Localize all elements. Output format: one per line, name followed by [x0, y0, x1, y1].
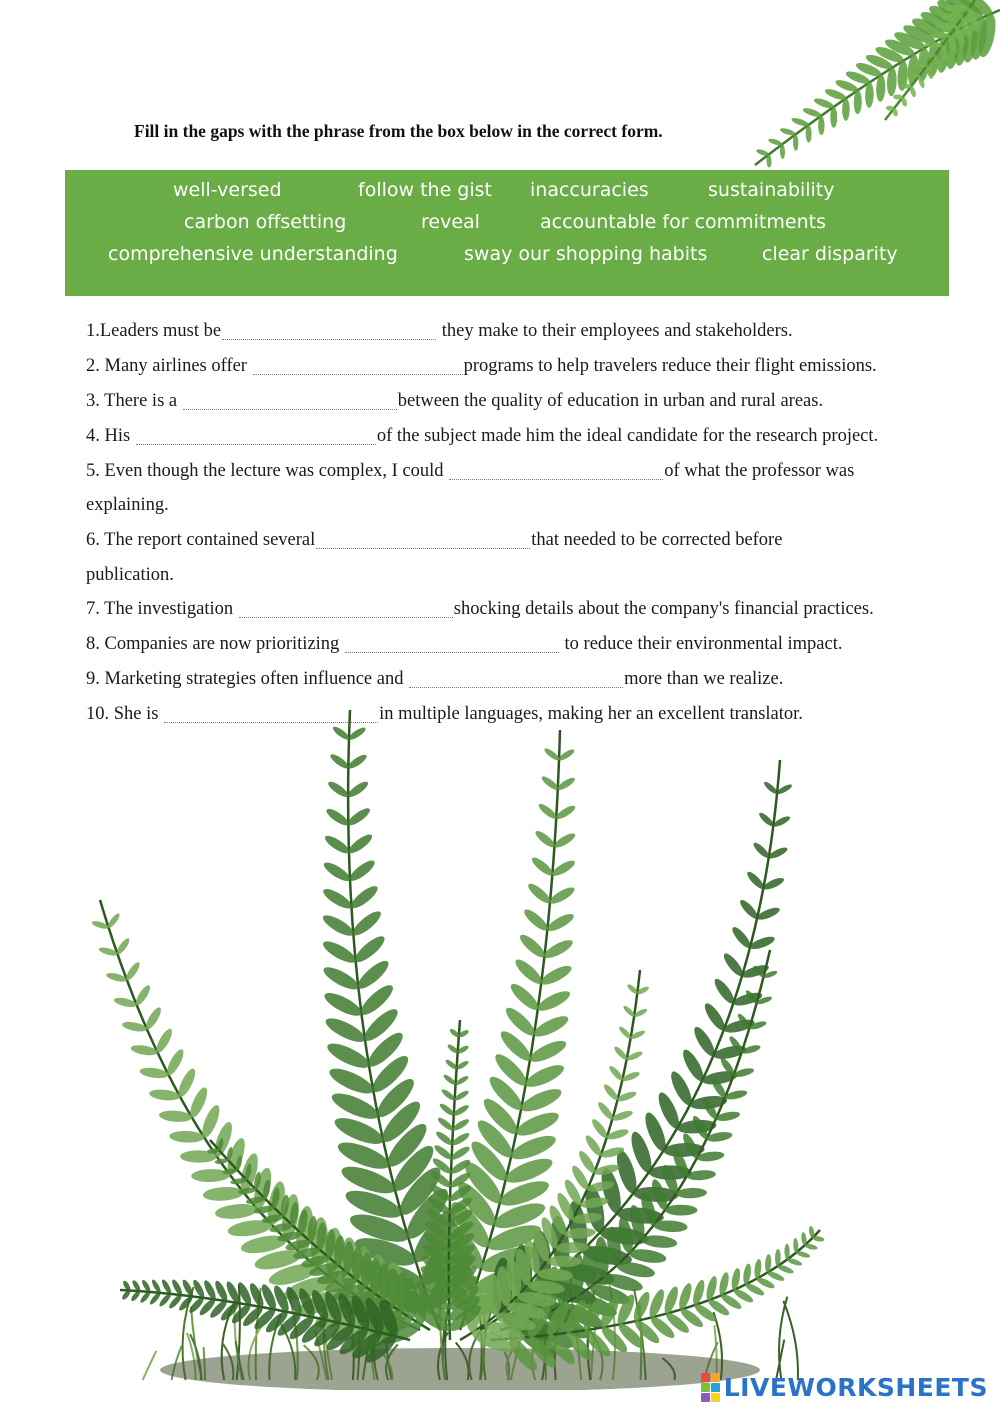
question-text-after: shocking details about the company's financial practices.: [453, 599, 874, 619]
word-chip: sustainability: [708, 179, 835, 201]
answer-blank-3[interactable]: [183, 393, 397, 410]
question-5: [86, 461, 854, 482]
question-text-after: that needed to be corrected before: [531, 530, 783, 550]
answer-blank-6[interactable]: [316, 532, 530, 549]
fern-top-decoration: [735, 0, 1000, 175]
question-text-before: 3. There is a: [86, 391, 182, 411]
answer-blank-9[interactable]: [409, 671, 623, 688]
question-8: [86, 634, 842, 655]
word-chip: clear disparity: [762, 243, 898, 265]
question-text-after: they make to their employees and stakeholders.: [437, 321, 793, 341]
question-text-before: 4. His: [86, 426, 135, 446]
question-text-before: 7. The investigation: [86, 599, 238, 619]
question-text-before: 5. Even though the lecture was complex, I could: [86, 461, 449, 481]
answer-blank-8[interactable]: [345, 636, 559, 653]
question-text-before: 2. Many airlines offer: [86, 356, 252, 376]
question-7: [86, 599, 874, 620]
word-box: [65, 170, 949, 296]
question-text-after: to reduce their environmental impact.: [559, 634, 843, 654]
question-text-after: of what the professor was: [664, 461, 855, 481]
fern-plant-illustration: [80, 690, 840, 1390]
question-text-after: in multiple languages, making her an excellent translator.: [379, 704, 803, 724]
question-3: [86, 391, 823, 412]
answer-blank-5[interactable]: [449, 463, 663, 480]
word-chip: carbon offsetting: [184, 211, 347, 233]
question-text-after: programs to help travelers reduce their flight emissions.: [463, 356, 877, 376]
instruction-text: Fill in the gaps with the phrase from the box below in the correct form.: [134, 121, 663, 141]
question-9: [86, 669, 783, 690]
word-chip: follow the gist: [358, 179, 492, 201]
question-text-after: between the quality of education in urban and rural areas.: [397, 391, 824, 411]
answer-blank-4[interactable]: [136, 428, 376, 445]
word-chip: accountable for commitments: [540, 211, 826, 233]
question-text-before: 1.Leaders must be: [86, 321, 222, 341]
answer-blank-2[interactable]: [253, 358, 463, 375]
word-chip: comprehensive understanding: [108, 243, 398, 265]
question-text-before: 6. The report contained several: [86, 530, 316, 550]
question-text-after: of the subject made him the ideal candidate for the research project.: [376, 426, 879, 446]
question-6-continuation: publication.: [86, 565, 174, 585]
question-4: [86, 426, 878, 447]
word-chip: reveal: [421, 211, 480, 233]
answer-blank-7[interactable]: [239, 601, 453, 618]
word-chip: well-versed: [173, 179, 282, 201]
question-text-before: 8. Companies are now prioritizing: [86, 634, 344, 654]
question-text-before: 10. She is: [86, 704, 164, 724]
question-2: [86, 356, 877, 377]
brand-name: LIVEWORKSHEETS: [723, 1373, 988, 1402]
answer-blank-1[interactable]: [222, 323, 436, 340]
question-6: [86, 530, 782, 551]
liveworksheets-logo: [701, 1373, 720, 1402]
question-1: [86, 321, 793, 342]
question-text-after: more than we realize.: [624, 669, 784, 689]
word-chip: sway our shopping habits: [464, 243, 708, 265]
question-5-continuation: explaining.: [86, 495, 169, 515]
liveworksheets-brand: [701, 1373, 988, 1402]
question-text-before: 9. Marketing strategies often influence and: [86, 669, 409, 689]
word-chip: inaccuracies: [530, 179, 649, 201]
